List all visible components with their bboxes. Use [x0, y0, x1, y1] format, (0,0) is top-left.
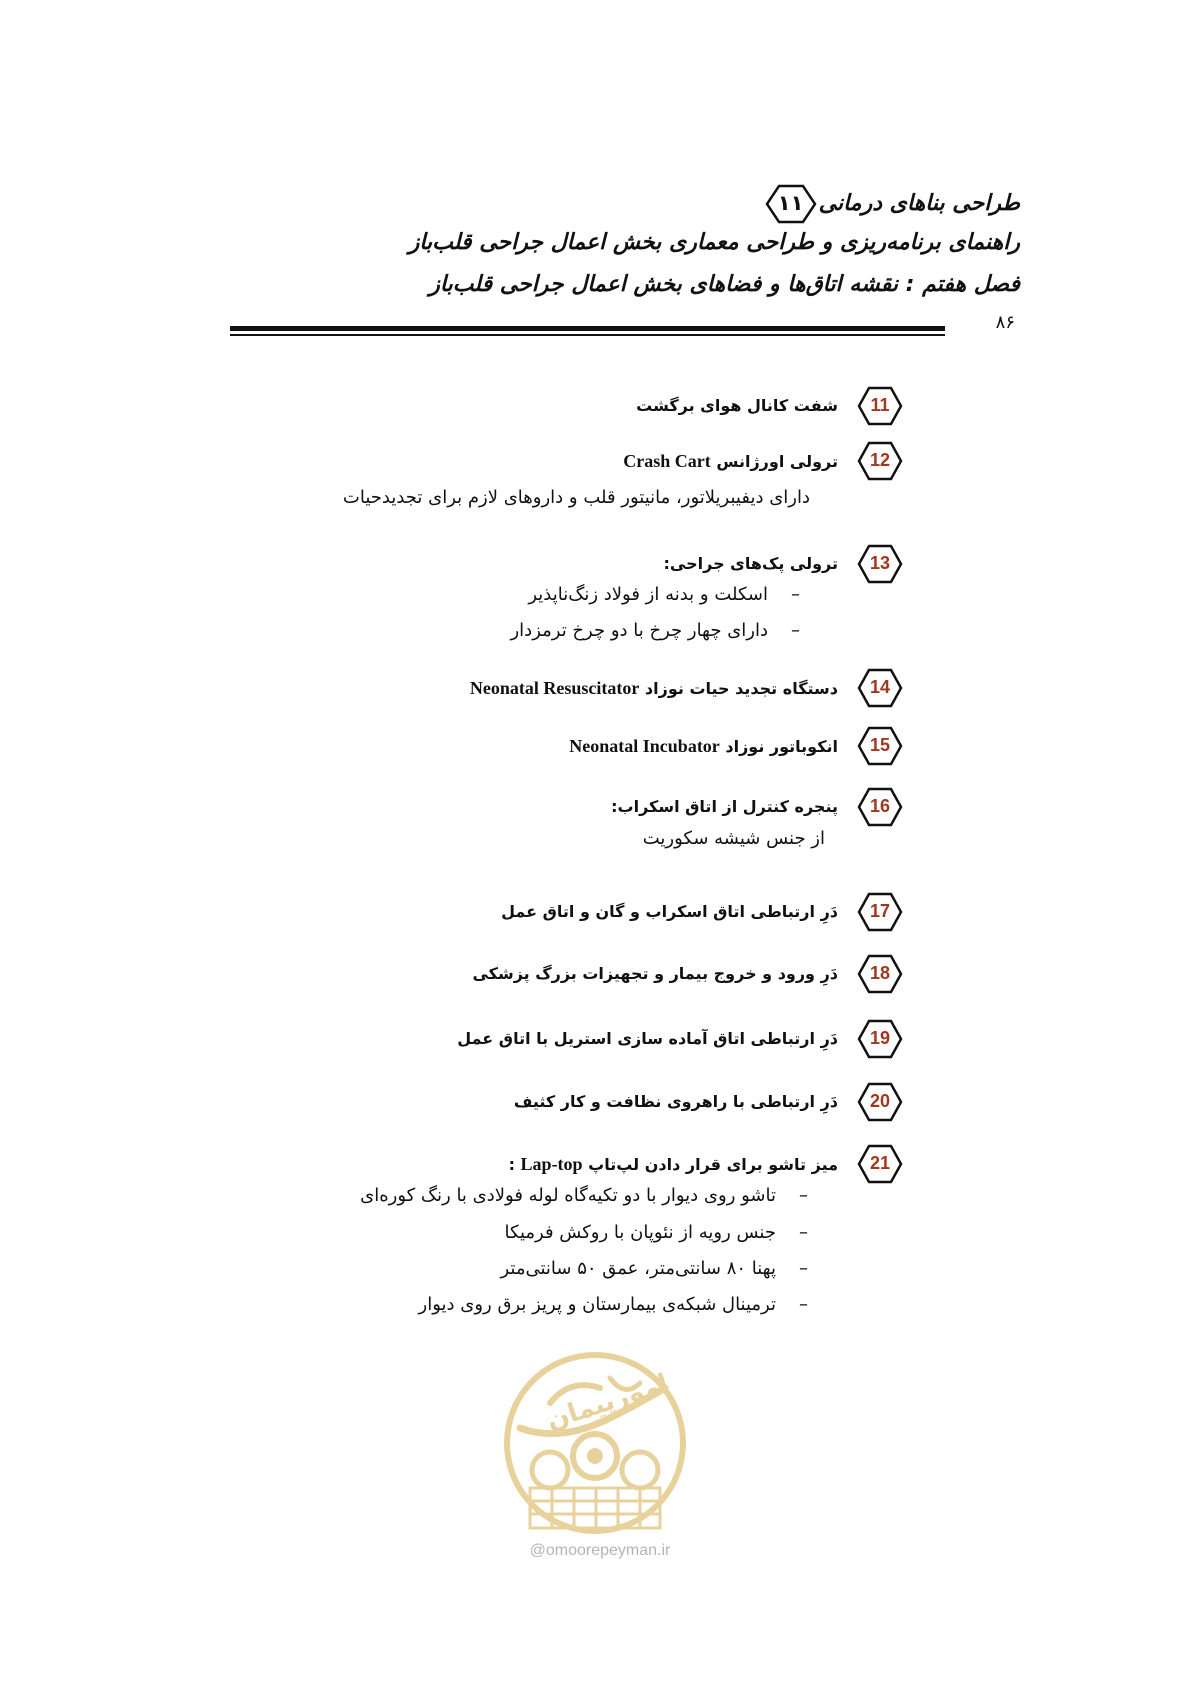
item-number: 15 — [869, 735, 891, 755]
item-title-english: Lap-top — [520, 1154, 583, 1174]
item-title: دَرِ ارتباطی اتاق اسکراب و گان و اتاق عمل — [501, 902, 838, 921]
item-title: پنجره کنترل از اتاق اسکراب: — [611, 797, 838, 816]
item-description: از جنس شیشه سکوریت — [642, 828, 825, 849]
item-title: شفت کانال هوای برگشت — [636, 396, 838, 415]
item-number-badge — [856, 385, 904, 427]
item-title: دَرِ ارتباطی اتاق آماده سازی استریل با اتاق عمل — [457, 1029, 838, 1048]
item-number: 14 — [869, 677, 891, 697]
bullet-item: –ترمینال شبکه‌ی بیمارستان و پریز برق روی دیوار — [418, 1294, 808, 1315]
item-number: 12 — [869, 450, 891, 470]
bullet-item: –دارای چهار چرخ با دو چرخ ترمزدار — [510, 620, 800, 641]
item-description: دارای دیفیبریلاتور، مانیتور قلب و داروهای لازم برای تجدیدحیات — [342, 487, 810, 508]
item-number: 11 — [870, 395, 890, 415]
header-rule-thin — [230, 334, 945, 336]
item-number-badge — [856, 1081, 904, 1123]
item-number: 16 — [869, 796, 891, 816]
item-number: 18 — [869, 963, 891, 983]
watermark-logo-text: امورپیمان — [542, 1368, 673, 1437]
item-number-badge — [856, 725, 904, 767]
item-number-badge — [856, 1018, 904, 1060]
item-number-badge — [856, 667, 904, 709]
item-number-badge — [856, 786, 904, 828]
item-number-badge — [856, 543, 904, 585]
series-title-line — [763, 184, 1020, 224]
bullet-item: –اسکلت و بدنه از فولاد زنگ‌ناپذیر — [528, 584, 800, 605]
item-title-english: Crash Cart — [623, 451, 711, 471]
item-title: دستگاه تجدید حیات نوزاد Neonatal Resuscitator — [469, 678, 838, 698]
item-number: 17 — [869, 901, 891, 921]
item-title: دَرِ ورود و خروج بیمار و تجهیزات بزرگ پزشکی — [472, 964, 838, 983]
item-number: 13 — [869, 553, 891, 573]
book-title: راهنمای برنامه‌ریزی و طراحی معماری بخش اعمال جراحی قلب‌باز — [408, 230, 1020, 255]
item-number: 19 — [869, 1028, 891, 1048]
series-title: طراحی بناهای درمانی — [818, 191, 1020, 216]
watermark-logo — [490, 1348, 700, 1542]
item-number-badge — [856, 891, 904, 933]
item-title: انکوباتور نوزاد Neonatal Incubator — [569, 736, 838, 756]
header-rule-thick — [230, 326, 945, 331]
item-title: ترولی پک‌های جراحی: — [663, 554, 838, 573]
item-title-english: Neonatal Incubator — [569, 736, 720, 756]
chapter-title: فصل هفتم : نقشه اتاق‌ها و فضاهای بخش اعمال جراحی قلب‌باز — [429, 272, 1020, 297]
item-number-badge — [856, 1143, 904, 1185]
page-number: ۸۶ — [995, 312, 1015, 333]
item-number-badge — [856, 953, 904, 995]
series-number: ۱۱ — [777, 191, 804, 215]
item-number: 21 — [869, 1153, 891, 1173]
item-number: 20 — [869, 1091, 891, 1111]
item-number-badge — [856, 440, 904, 482]
bullet-item: –جنس رویه از نئوپان با روکش فرمیکا — [504, 1222, 808, 1243]
item-title: ترولی اورژانس Crash Cart — [623, 451, 838, 471]
watermark-url: @omoorepeyman.ir — [529, 1542, 671, 1559]
bullet-item: –تاشو روی دیوار با دو تکیه‌گاه لوله فولادی با رنگ کوره‌ای — [360, 1185, 808, 1206]
item-title-english: Neonatal Resuscitator — [469, 678, 640, 698]
series-number-badge — [765, 184, 817, 224]
item-title: میز تاشو برای قرار دادن لپ‌تاپ Lap-top : — [508, 1154, 838, 1174]
bullet-item: –پهنا ۸۰ سانتی‌متر، عمق ۵۰ سانتی‌متر — [500, 1258, 808, 1279]
item-title: دَرِ ارتباطی با راهروی نظافت و کار کثیف — [513, 1092, 838, 1111]
